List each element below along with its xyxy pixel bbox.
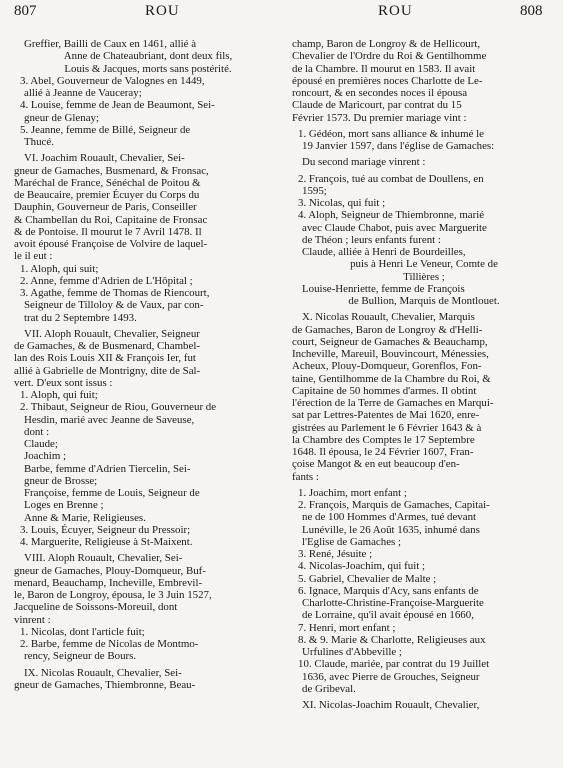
- text-line: avoit épousé Françoise de Volvire de laquel-: [14, 238, 208, 250]
- text-line: gneur de Glenay;: [24, 111, 99, 124]
- text-line: court, Seigneur de Gamaches & Beauchamp,: [292, 335, 488, 348]
- text-line: çoise Mangot & en eut beaucoup d'en-: [292, 458, 460, 471]
- text-line: 2. François, Marquis de Gamaches, Capitai-: [298, 499, 490, 511]
- text-line: Greffier, Bailli de Caux en 1461, allié à: [24, 38, 197, 50]
- text-line: champ, Baron de Longroy & de Hellicourt,: [292, 38, 481, 50]
- text-line: Du second mariage vinrent :: [302, 156, 426, 169]
- text-line: l'Eglise de Gamaches ;: [302, 535, 402, 548]
- left-column: [14, 38, 282, 691]
- text-line: taine, Gentilhomme de la Chambre du Roi, &: [292, 372, 491, 385]
- text-line: ne de 100 Hommes d'Armes, tué devant: [302, 511, 477, 524]
- text-line: 4. Marguerite, Religieuse à St-Maixent.: [20, 536, 193, 548]
- text-line: Jacqueline de Soissons-Moreuil, dont: [14, 601, 178, 614]
- text-line: avec Claude Chabot, puis avec Marguerite: [302, 221, 487, 234]
- text-line: 1. Joachim, mort enfant ;: [298, 486, 407, 499]
- text-line: Urfulines d'Abbeville ;: [302, 646, 402, 658]
- text-line: 4. Nicolas-Joachim, qui fuit ;: [298, 560, 426, 573]
- text-line: sat par Lettres-Patentes de Mai 1620, enre-: [292, 409, 480, 422]
- page-number-left: 807: [14, 3, 37, 19]
- running-title-left: ROU: [145, 3, 180, 19]
- text-line: de Théon ; leurs enfants furent :: [302, 233, 441, 246]
- text-line: épousé en premières noces Charlotte de Le-: [292, 74, 483, 87]
- text-line: 1. Aloph, qui suit;: [20, 262, 99, 275]
- text-line: 3. Nicolas, qui fuit ;: [298, 197, 386, 209]
- text-line: Incheville, Mareuil, Bouvincourt, Ménessies,: [292, 348, 489, 360]
- text-line: le il eut :: [14, 250, 53, 263]
- text-line: IX. Nicolas Rouault, Chevalier, Sei-: [24, 666, 182, 679]
- text-line: de la Chambre. Il mourut en 1583. Il avait: [292, 62, 476, 75]
- text-line: gneur de Gamaches, Busmenard, & Fronsac,: [14, 164, 209, 177]
- text-line: Tillières ;: [403, 270, 445, 283]
- text-line: de Bullion, Marquis de Montlouet.: [348, 295, 500, 307]
- text-line: 1. Nicolas, dont l'article fuit;: [20, 625, 145, 638]
- text-line: lan des Rois Louis XII & François Ier, fut: [14, 352, 196, 365]
- text-line: allié à Gabrielle de Montrigny, dite de Sal-: [14, 364, 201, 377]
- text-line: Loges en Brenne ;: [24, 499, 104, 512]
- text-line: Capitaine de 50 hommes d'armes. Il obtint: [292, 384, 477, 397]
- text-line: 2. Anne, femme d'Adrien de L'Hôpital ;: [20, 274, 193, 287]
- text-line: Chevalier de l'Ordre du Roi & Gentilhomme: [292, 50, 487, 63]
- text-line: gistrées au Parlement le 6 Février 1643 & à: [292, 421, 482, 434]
- text-line: 1636, avec Pierre de Grouches, Seigneur: [302, 670, 480, 683]
- text-line: VII. Aloph Rouault, Chevalier, Seigneur: [24, 327, 200, 340]
- page-number-right: 808: [520, 3, 543, 19]
- text-line: trat du 2 Septembre 1493.: [24, 311, 137, 324]
- text-line: de Gamaches, Baron de Longroy & d'Helli-: [292, 323, 483, 336]
- running-title-right: ROU: [378, 3, 413, 19]
- text-line: Louis & Jacques, morts sans postérité.: [64, 62, 232, 75]
- text-line: X. Nicolas Rouault, Chevalier, Marquis: [302, 311, 475, 324]
- text-line: vert. D'eux sont issus :: [14, 376, 113, 389]
- text-line: Acheux, Plouy-Domqueur, Gorenflos, Fon-: [292, 360, 482, 373]
- text-line: le, Baron de Longroy, épousa, le 3 Juin 1527,: [14, 589, 212, 601]
- text-line: Maréchal de France, Sénéchal de Poitou &: [14, 176, 201, 189]
- text-line: 2. Barbe, femme de Nicolas de Montmo-: [20, 638, 199, 650]
- text-line: de Gamaches, & de Busmenard, Chambel-: [14, 340, 200, 352]
- text-line: 3. Abel, Gouverneur de Valognes en 1449,: [20, 74, 205, 87]
- text-line: Charlotte-Christine-Françoise-Marguerite: [302, 597, 484, 609]
- text-line: Dauphin, Gouverneur de Paris, Conseiller: [14, 201, 197, 214]
- text-line: Seigneur de Tilloloy & de Vaux, par con-: [24, 299, 204, 312]
- text-line: 5. Jeanne, femme de Billé, Seigneur de: [20, 123, 191, 136]
- text-line: Anne de Chateaubriant, dont deux fils,: [63, 50, 233, 63]
- text-line: XI. Nicolas-Joachim Rouault, Chevalier,: [302, 699, 480, 711]
- text-line: Hesdin, marié avec Jeanne de Saveuse,: [24, 413, 195, 426]
- text-line: 6. Ignace, Marquis d'Acy, sans enfants de: [298, 584, 479, 597]
- text-line: gneur de Brosse;: [24, 474, 98, 487]
- text-line: 1648. Il épousa, le 24 Février 1607, Fran-: [292, 446, 474, 458]
- page-header: [0, 3, 563, 25]
- text-line: de Beaucaire, premier Écuyer du Corps du: [14, 189, 200, 201]
- text-line: 2. Thibaut, Seigneur de Riou, Gouverneur de: [20, 401, 217, 414]
- text-line: 1595;: [302, 184, 327, 197]
- text-line: 3. Agathe, femme de Thomas de Riencourt,: [20, 287, 210, 299]
- text-line: 3. René, Jésuite ;: [298, 548, 373, 560]
- text-line: 8. & 9. Marie & Charlotte, Religieuses aux: [298, 633, 486, 646]
- text-line: de Gribeval.: [302, 682, 356, 695]
- text-line: Thucé.: [24, 136, 54, 148]
- text-line: Barbe, femme d'Adrien Tiercelin, Sei-: [24, 462, 191, 475]
- text-line: 7. Henri, mort enfant ;: [298, 621, 396, 634]
- text-line: Louise-Henriette, femme de François: [302, 282, 465, 295]
- text-line: VI. Joachim Rouault, Chevalier, Sei-: [24, 152, 185, 165]
- text-line: puis à Henri Le Veneur, Comte de: [350, 258, 498, 271]
- text-line: Anne & Marie, Religieuses.: [24, 511, 146, 524]
- text-line: rency, Seigneur de Bours.: [24, 650, 137, 663]
- text-line: & de Pontoise. Il mourut le 7 Avril 1478. Il: [14, 225, 202, 238]
- text-line: l'érection de la Terre de Gamaches en Marqui-: [292, 397, 494, 409]
- text-line: allié à Jeanne de Vauceray;: [24, 87, 142, 99]
- right-column: [292, 38, 556, 711]
- text-line: 5. Gabriel, Chevalier de Malte ;: [298, 572, 437, 585]
- text-line: de Lorraine, qu'il avait épousé en 1660,: [302, 609, 474, 622]
- text-line: Joachim ;: [24, 450, 67, 463]
- text-line: 10. Claude, mariée, par contrat du 19 Juillet: [298, 658, 490, 671]
- text-line: & Chambellan du Roi, Capitaine de Fronsac: [14, 213, 208, 226]
- text-line: 1. Gédéon, mort sans alliance & inhumé le: [298, 127, 484, 140]
- text-line: vinrent :: [14, 613, 51, 626]
- text-line: 1. Aloph, qui fuit;: [20, 389, 98, 401]
- text-line: menard, Beauchamp, Incheville, Embrevil-: [14, 576, 203, 589]
- text-line: VIII. Aloph Rouault, Chevalier, Sei-: [24, 552, 183, 565]
- text-line: dont :: [24, 425, 50, 438]
- text-line: 4. Aloph, Seigneur de Thiembronne, marié: [298, 209, 485, 222]
- text-line: roncourt, & en secondes noces il épousa: [292, 87, 468, 99]
- text-line: Lunéville, le 26 Août 1635, inhumé dans: [302, 523, 480, 536]
- text-line: la Chambre des Comptes le 17 Septembre: [292, 433, 475, 446]
- text-line: 19 Janvier 1597, dans l'église de Gamaches:: [302, 140, 495, 152]
- text-line: 3. Louis, Écuyer, Seigneur du Pressoir;: [20, 523, 191, 536]
- text-line: 4. Louise, femme de Jean de Beaumont, Sei-: [20, 99, 215, 112]
- text-line: fants :: [292, 470, 319, 483]
- text-line: Claude;: [24, 438, 58, 450]
- text-line: gneur de Gamaches, Plouy-Domqueur, Buf-: [14, 564, 206, 577]
- text-line: gneur de Gamaches, Thiembronne, Beau-: [14, 678, 196, 691]
- text-line: Claude, alliée à Henri de Bourdeilles,: [302, 246, 466, 258]
- text-line: Françoise, femme de Louis, Seigneur de: [24, 487, 200, 499]
- text-line: Claude de Maricourt, par contrat du 15: [292, 99, 462, 112]
- text-line: 2. François, tué au combat de Doullens, en: [298, 172, 484, 185]
- text-line: Février 1573. Du premier mariage vint :: [292, 111, 467, 124]
